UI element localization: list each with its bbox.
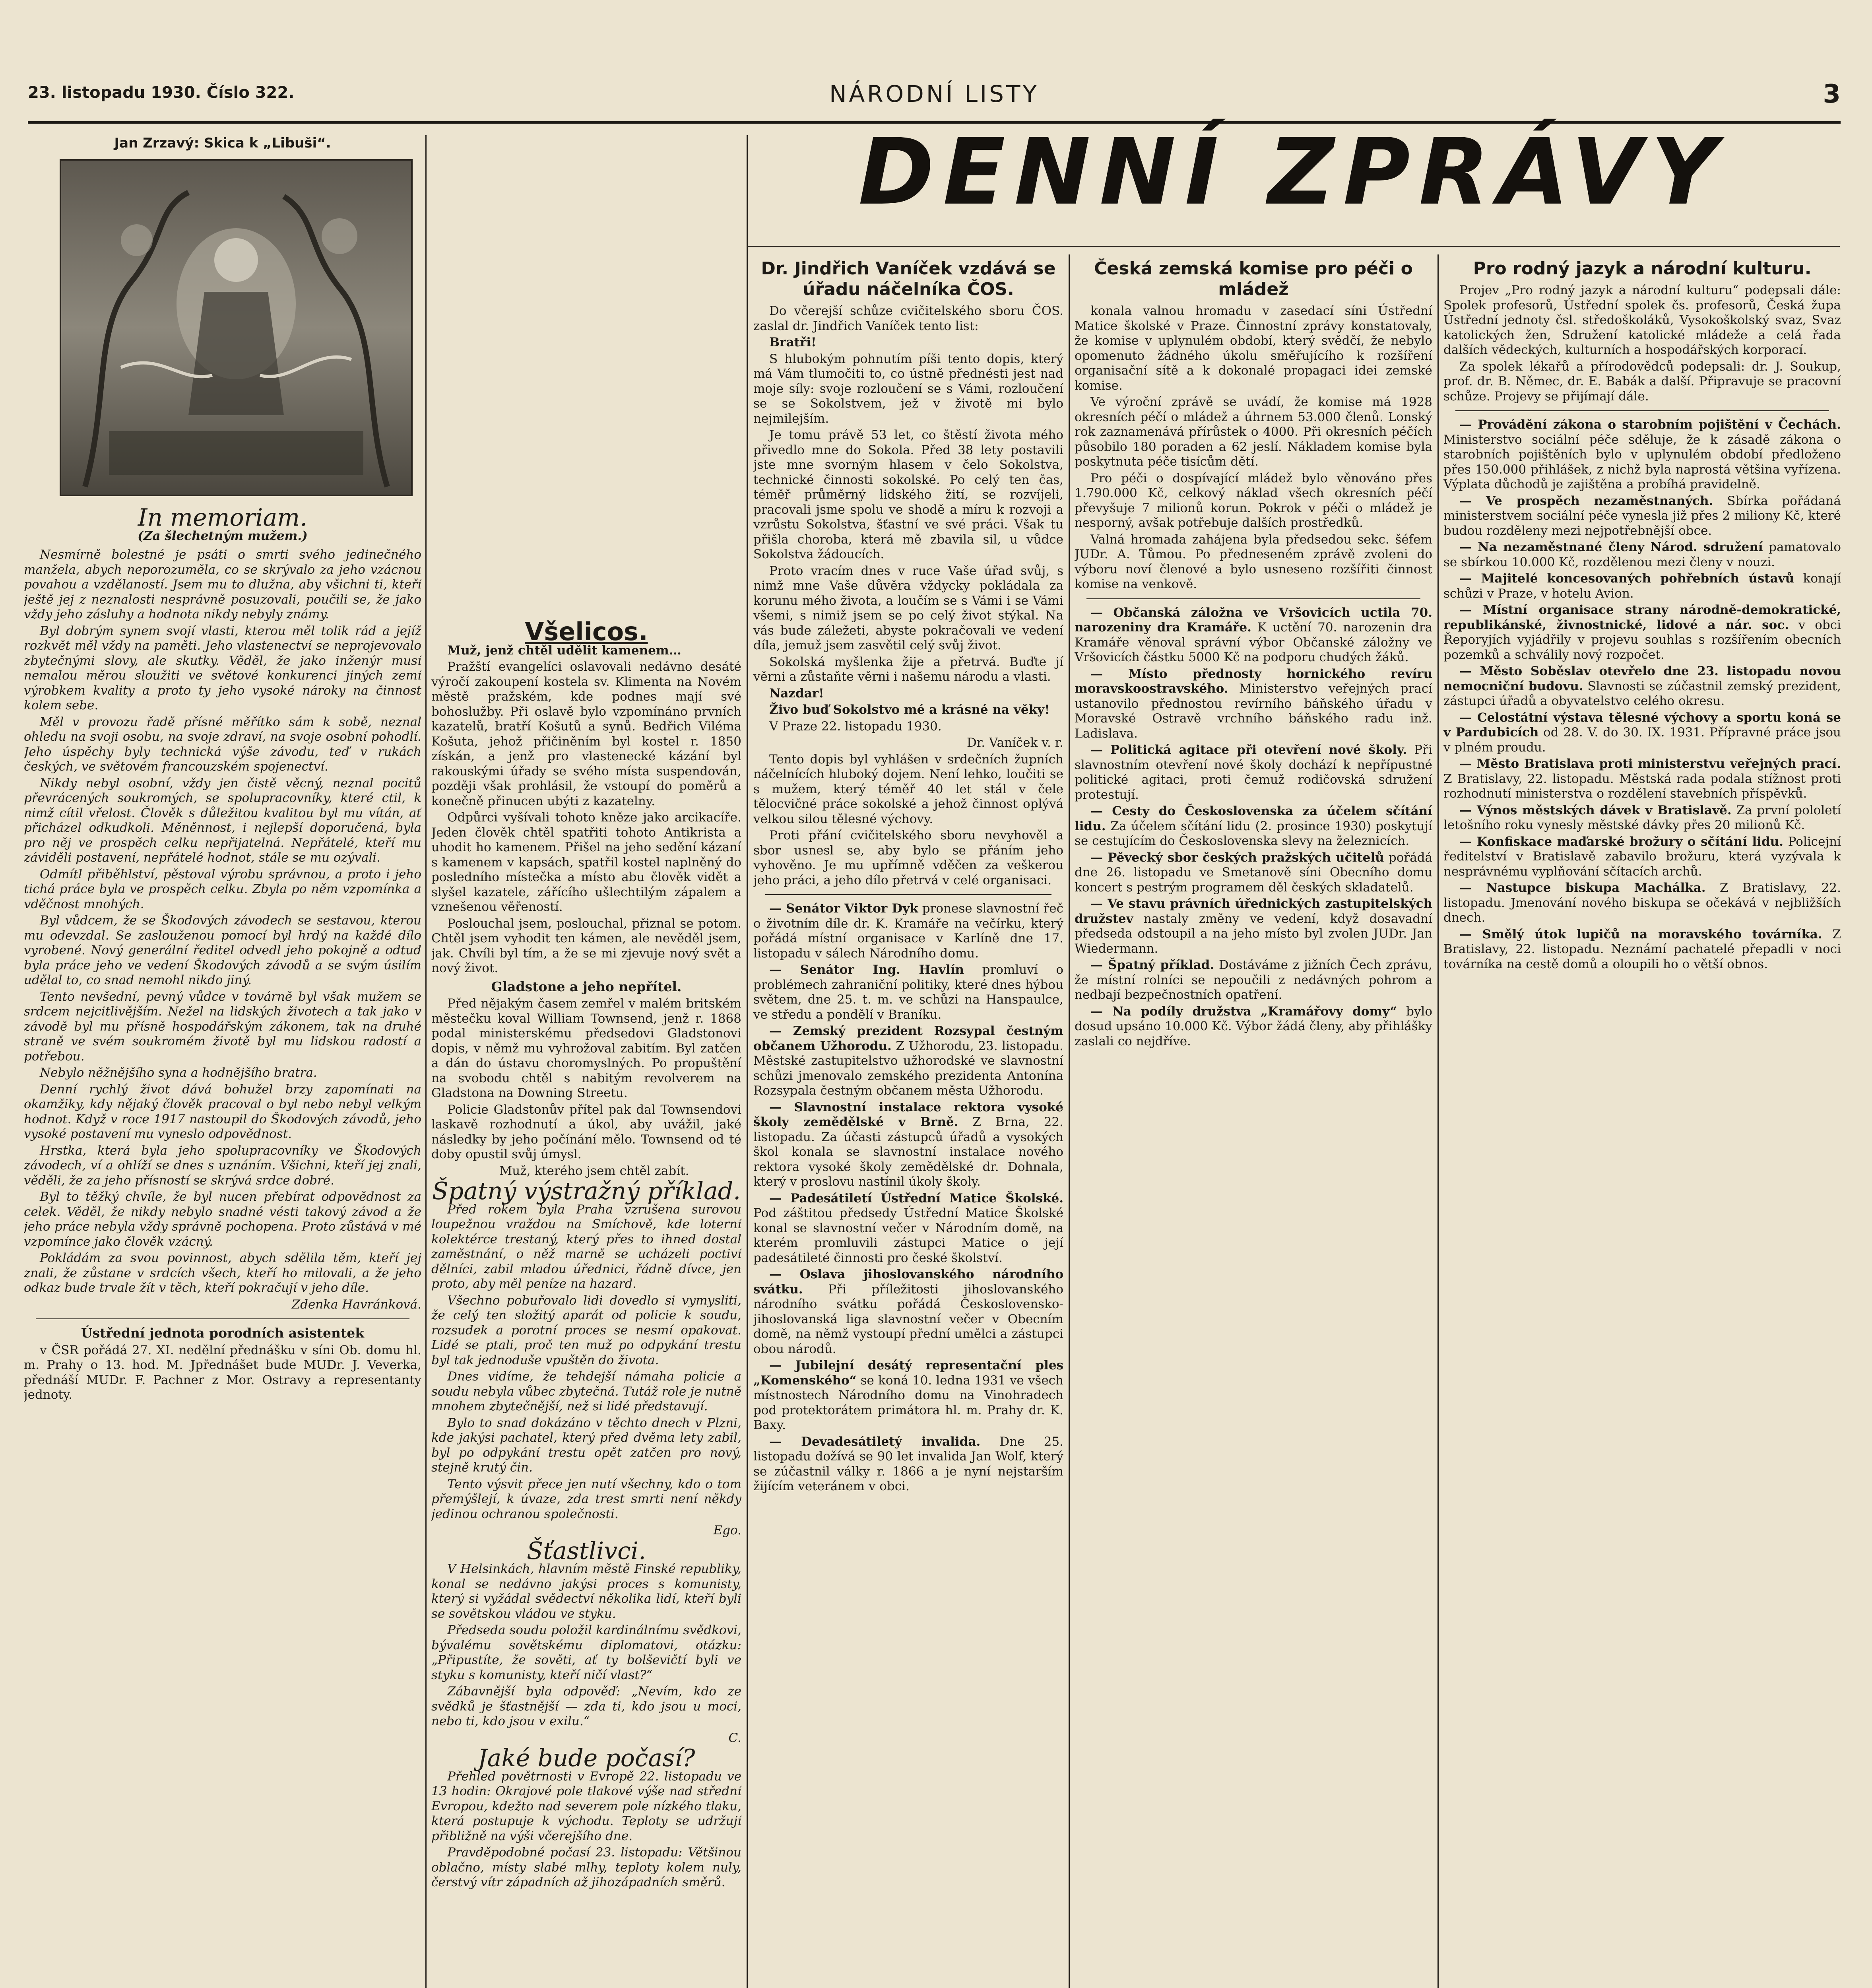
sketch-illustration (60, 159, 413, 496)
vselicos-paragraph: Muž, jenž chtěl udělit kamenem… (447, 643, 681, 658)
news-lead: — Ve stavu právních úřednických zastupitelských družstev (1075, 897, 1432, 926)
news-lead: — Na nezaměstnané členy Národ. sdružení (1459, 540, 1763, 554)
news-item (1443, 571, 1841, 601)
column-native-language (1443, 258, 1841, 1988)
news-text: Ministerstvo sociální péče sděluje, že k zásadě zákona o starobních pojištěních bylo v uplynulém období předloženo přes 150.000 přihlášek, z nichž byla naprostá většina vyřízena. Výplata důchodů je zajištěna a probíhá pravidelně. (1443, 432, 1841, 491)
vselicos-paragraph: Poslouchal jsem, poslouchal, přiznal se potom. Chtěl jsem vyhodit ten kámen, ale nevěděl jsem, jak. Chvíli byl tím, a že se mi zjevuje nový svět a nový život. (431, 916, 741, 975)
sokol-paragraph: Do včerejší schůze cvičitelského sboru ČOS. zaslal dr. Jindřich Vaníček tento list: (753, 304, 1063, 333)
news-lead: — Město Bratislava proti ministerstvu veřejných prací. (1459, 757, 1841, 771)
sketch-drawing (61, 161, 411, 495)
news-lead: — Devadesátiletý invalida. (769, 1434, 981, 1449)
news-text: Za účelem sčítání lidu (2. prosince 1930) poskytují se cestujícím do Československa slevy na železnicích. (1075, 819, 1432, 848)
column-sokol (753, 258, 1063, 1988)
image-caption: Jan Zrzavý: Skica k „Libuši“. (114, 135, 331, 151)
separator (1455, 410, 1829, 411)
lucky-paragraph: V Helsinkách, hlavním městě Finské republiky, konal se nedávno jakýsi proces s komunisty, který si vyžádal svědectví několika lidí, kteří byli se sovětskou vládou ve styku. (431, 1562, 741, 1621)
news-lead: — Senátor Ing. Havlín (769, 963, 964, 977)
news-item (1075, 804, 1432, 849)
memoriam-subtitle: (Za šlechetným mužem.) (138, 528, 308, 543)
youth-paragraph: Ve výroční zprávě se uvádí, že komise má 1928 okresních péčí o mládež a úhrnem 53.000 členů. Lonský rok zaznamenává přírůstek o 4000. Při okresních péčích působilo 180 poraden a 62 jeslí. Nákladem komise byla poskytnuta péče tisícům dětí. (1075, 395, 1432, 469)
warning-paragraph: Bylo to snad dokázáno v těchto dnech v Plzni, kde jakýsi pachatel, který před dvěma lety zabil, byl po odpykání trestu opět zatčen pro nový, stejně krutý čin. (431, 1415, 741, 1475)
news-text: pronese slavnostní řeč o životním díle dr. K. Kramáře na večírku, který pořádá místní organisace v Karlíně dne 17. listopadu v sálech Národního domu. (753, 901, 1063, 961)
memoriam-title: In memoriam. (138, 505, 308, 532)
memoriam-paragraph: Byl to těžký chvíle, že byl nucen přebírat odpovědnost za celek. Věděl, že nikdy nebylo snadné vésti takový závod a že jeho práce nebyla vždy správně pochopena. Proto zůstává v mé vzpomínce jako člověk vzácný. (24, 1190, 421, 1249)
memoriam-paragraph: Měl v provozu řadě přísné měřítko sám k sobě, neznal ohledu na svoji osobu, na svoje zdraví, na svoje osobní pohodlí. Jeho úspěchy byly technická výše závodu, teď v rukách českých, ve světovém francouzském spojenectví. (24, 714, 421, 774)
lucky-paragraph: Předseda soudu položil kardinálnímu svědkovi, bývalému sovětskému diplomatovi, otázku: „Připustíte, že sověti, ať ty bolševičtí byli ve styku s komunisty, kteří ničí vlast?“ (431, 1623, 741, 1682)
news-item (1443, 664, 1841, 709)
news-lead: — Oslava jihoslovanského národního svátku. (753, 1267, 1063, 1297)
separator (1086, 598, 1420, 599)
news-text: nastaly změny ve vedení, když dosavadní předseda odstoupil a na jeho místo byl zvolen JUDr. Jan Wiedermann. (1075, 911, 1432, 956)
memoriam-paragraph: Tento nevšední, pevný vůdce v továrně byl však mužem se srdcem nejcitlivějším. Nežel na lidských životech a tak jako v závodě byl mu přísně hospodářským zákonem, tak na druhé straně ve svém soukromém životě byl mu lidskou radostí a potřebou. (24, 989, 421, 1064)
warning-title: Špatný výstražný příklad. (432, 1177, 741, 1205)
warning-signature: Ego. (713, 1523, 741, 1538)
section-masthead: DENNÍ ZPRÁVY (858, 119, 1726, 225)
news-text: Z Bratislavy, 22. listopadu. Neznámí pachatelé přepadli v noci továrníka na cestě domů a oloupili ho o větší obnos. (1443, 927, 1841, 971)
news-item (753, 1435, 1063, 1494)
news-item (753, 963, 1063, 1022)
news-item (1075, 606, 1432, 665)
sokol-title: Dr. Jindřich Vaníček vzdává se úřadu náčelníka ČOS. (761, 258, 1056, 299)
news-text: Pod záštitou předsedy Ústřední Matice Školské konal se slavnostní večer v Národním domě, na kterém promluvili zástupci Matice o její padesátileté činnosti pro české školství. (753, 1206, 1063, 1265)
warning-paragraph: Tento výsvit přece jen nutí všechny, kdo o tom přemýšlejí, k úvaze, zda trest smrti není někdy jedinou ochranou společnosti. (431, 1477, 741, 1521)
news-item (1075, 958, 1432, 1003)
youth-paragraph: Valná hromada zahájena byla předsedou sekc. šéfem JUDr. A. Tůmou. Po předneseném zprávě zvoleni do výboru noví členové a bylo usneseno rozšířiti činnost komise na venkově. (1075, 532, 1432, 591)
news-item (1075, 743, 1432, 802)
news-lead: — Ve prospěch nezaměstnaných. (1459, 493, 1713, 508)
news-text: K uctění 70. narozenin dra Kramáře věnoval správní výbor Občanské záložny ve Vršovicích částku 5000 Kč na podporu chudých žáků. (1075, 620, 1432, 664)
news-text: Z Bratislavy, 22. listopadu. Městská rada podala stížnost proti rozhodnutí ministerstva o rozdělení stavebních příspěvků. (1443, 771, 1841, 801)
news-item (753, 901, 1063, 961)
news-item (1443, 494, 1841, 539)
bottom-notice-title: Ústřední jednota porodních asistentek (81, 1325, 365, 1341)
news-text: bylo dosud upsáno 10.000 Kč. Výbor žádá členy, aby přihlášky zaslali co nejdříve. (1075, 1004, 1432, 1048)
news-lead: — Slavnostní instalace rektora vysoké školy zemědělské v Brně. (753, 1100, 1063, 1129)
column-miscellany (431, 620, 741, 1988)
news-lead: — Politická agitace při otevření nové školy. (1090, 743, 1407, 757)
column-youth-commission (1075, 258, 1432, 1988)
youth-paragraph: konala valnou hromadu v zasedací síni Ústřední Matice školské v Praze. Činnostní zprávy konstatovaly, že komise v uplynulém období, který svědčí, že nebylo opomenuto žádného úkolu směřujícího k rozšíření organisační sítě a k dokonalé propagaci idei zemské komise. (1075, 304, 1432, 393)
news-text: Z Bratislavy, 22. listopadu. Jmenování nového biskupa se očekává v nejbližších dnech. (1443, 881, 1841, 925)
sokol-paragraph: Proto vracím dnes v ruce Vaše úřad svůj, s nimž mne Vaše důvěra vždycky pokládala za korunu mého života, a loučím se s Vámi i se Vámi všemi, s nimiž jsem se po celý život stýkal. Na vás bude záležeti, abyste pokračovali ve vedení díla, jemuž jsem zasvětil celý svůj život. (753, 563, 1063, 652)
vselicos-paragraph: Pražští evangelíci oslavovali nedávno desáté výročí zakoupení kostela sv. Klimenta na Novém městě pražském, kde podnes mají své bohoslužby. Při oslavě bylo vzpomínáno prvních kazatelů, bratří Košutů a synů. Bedřich Viléma Košuta, jehož přičiněním byl kostel r. 1850 získán, a jenž pro vlastenecké kázání byl rakouskými úřady se svého místa suspendován, později však prohlásil, že vstoupí do poměrů a konečně přinucen ubýti z kazatelny. (431, 660, 741, 808)
news-text: pamatovalo se sbírkou 10.000 Kč, rozdělenou mezi členy v nouzi. (1443, 540, 1841, 569)
separator (765, 894, 1051, 895)
news-item (1443, 927, 1841, 972)
separator (36, 1318, 409, 1319)
news-lead: — Smělý útok lupičů na moravského továrníka. (1459, 927, 1822, 942)
column-rule (1069, 254, 1070, 1988)
news-item (753, 1267, 1063, 1357)
column-rule (747, 135, 748, 1988)
news-text: Dostáváme z jižních Čech zprávu, že místní rolníci se nepoučili z nedávných pohrom a nedbají bezpečnostních opatření. (1075, 958, 1432, 1002)
news-lead: — Padesátiletí Ústřední Matice Školské. (769, 1191, 1063, 1206)
news-lead: — Cesty do Československa za účelem sčítání lidu. (1075, 804, 1432, 833)
memoriam-paragraph: Pokládám za svou povinnost, abych sdělila těm, kteří jej znali, že zůstane v srdcích všech, kteří ho milovali, a že jeho odkaz bude trvale žít v těch, kteří pokračují v jeho díle. (24, 1251, 421, 1295)
news-text: od 28. V. do 30. IX. 1931. Přípravné práce jsou v plném proudu. (1443, 725, 1841, 755)
news-lead: — Město Soběslav otevřelo dne 23. listopadu novou nemocniční budovu. (1443, 664, 1841, 693)
news-item (753, 1024, 1063, 1099)
weather-paragraph: Přehled povětrnosti v Evropě 22. listopadu ve 13 hodin: Okrajové pole tlakové výše nad střední Evropou, kdežto nad severem pole nízkého tlaku, která postupuje k východu. Teploty se udržují přibližně na výši včerejšího dne. (431, 1769, 741, 1843)
sokol-paragraph: Dr. Vaníček v. r. (966, 736, 1063, 750)
news-lead: — Celostátní výstava tělesné výchovy a sportu koná se v Pardubicích (1443, 710, 1841, 740)
gladstone-paragraph: Policie Gladstonův přítel pak dal Townsendovi laskavě rozhodnutí a úkol, aby uvážil, jaké následky by jeho počínání mělo. Townsend od té doby opustil svůj úmysl. (431, 1102, 741, 1161)
news-lead: — Místní organisace strany národně-demokratické, republikánské, živnostnické, lidové a nár. soc. (1443, 603, 1841, 632)
news-item (1443, 803, 1841, 833)
warning-paragraph: Všechno pobuřovalo lidi dovedlo si vymysliti, že celý ten složitý aparát od policie k soudu, rozsudek a porotní proces se nesmí opakovat. Lidé se ptali, proč ten muž po odpykání trestu byl tak jednoduše vpuštěn do života. (431, 1293, 741, 1367)
bottom-notice-text: v ČSR pořádá 27. XI. nedělní přednášku v síni Ob. domu hl. m. Prahy o 13. hod. M. Jpřednášet bude MUDr. J. Veverka, přednáší MUDr. F. Pachner z Mor. Ostravy a representanty jednoty. (24, 1343, 421, 1402)
news-text: Z Užhorodu, 23. listopadu. Městské zastupitelstvo užhorodské ve slavnostní schůzi jmenovalo zemského prezidenta Antonína Rozsypala čestným občanem města Užhorodu. (753, 1039, 1063, 1098)
lucky-signature: C. (728, 1730, 741, 1745)
weather-paragraph: Pravděpodobné počasí 23. listopadu: Většinou oblačno, místy slabé mlhy, teploty kolem nuly, čerstvý vítr západních až jihozápadních směrů. (431, 1845, 741, 1889)
news-lead: — Na podíly družstva „Kramářovy domy“ (1090, 1004, 1397, 1019)
vselicos-paragraph: Odpůrci vyšívali tohoto kněze jako arcikacíře. Jeden člověk chtěl spatřiti tohoto Antikrista a uhodit ho kamenem. Přišel na jeho sedění kázaní s kamenem v kapsách, spatřil kostel naplněný do posledního místečka a místo abu člověk vidět a slyšel kazatele, zářícího ušlechtilým zápalem a vznešenou věřeností. (431, 810, 741, 914)
news-item (1443, 881, 1841, 926)
memoriam-paragraph: Denní rychlý život dává bohužel brzy zapomínati na okamžiky, kdy nějaký člověk pracoval o byl nebo nebyl velkým hodnot. Když v roce 1917 nastoupil do Škodových závodů, jeho vysoké postavení mu vyneslo odpovědnost. (24, 1082, 421, 1141)
native-language-paragraph: Za spolek lékařů a přírodovědců podepsali: dr. J. Soukup, prof. dr. B. Němec, dr. E. Babák a další. Připravuje se pracovní schůze. Projevy se přijímají dále. (1443, 359, 1841, 404)
news-item (753, 1100, 1063, 1190)
memoriam-paragraph: Odmítl přiběhlství, pěstoval výrobu správnou, a proto i jeho tichá práce byla ve prospěch celku. Zbyla po něm vzpomínka a vděčnost mnohých. (24, 867, 421, 911)
memoriam-paragraph: Nikdy nebyl osobní, vždy jen čistě věcný, neznal pocitů převrácených soukromých, se spolupracovníky, které ctil, k nimž cítil vřelost. Člověk s důležitou kvalitou byl mu vítán, ať přicházel odkudkoli. Měněnnost, i nejlepší doporučená, byla pro něj ve prospěch celku nepřijatelná. Nepřátelé, kteří mu záviděli postavení, nepřátelé hodnot, stále se mu ozývali. (24, 776, 421, 865)
memoriam-signature: Zdenka Havránková. (291, 1297, 421, 1312)
native-language-paragraph: Projev „Pro rodný jazyk a národní kulturu“ podepsali dále: Spolek profesorů, Ústřední spolek čs. profesorů, Česká župa Ústřední jednoty čsl. středoškoláků, Vysokoškolský svaz, Svaz katolických žen, Sdružení katolické mládeže a celá řada dalších vědeckých, kulturních a hospodářských korporací. (1443, 283, 1841, 357)
news-text: promluví o problémech zahraniční politiky, které dnes hýbou světem, dne 25. t. m. ve schůzi na Hanspaulce, ve středu a pondělí v Braníku. (753, 963, 1063, 1022)
news-text: Sbírka pořádaná ministerstvem sociální péče vynesla již přes 2 miliony Kč, které budou rozděleny mezi nejpotřebnější obce. (1443, 493, 1841, 538)
column-rule (1437, 254, 1439, 1988)
memoriam-paragraph: Byl vůdcem, že se Škodových závodech se sestavou, kterou mu odevzdal. Se zaslouženou pomocí byl hrdý na každé dílo vyrobené. Nový generální ředitel odvedl jeho pokojně a odtud byla práce jeho ve vedení Škodových závodů a se svým úsilím udělal to, co snad nemohl nikdo jiný. (24, 913, 421, 987)
gladstone-title: Gladstone a jeho nepřítel. (491, 978, 682, 994)
sokol-paragraph: Tento dopis byl vyhlášen v srdečních župních náčelnících hluboký dojem. Není lehko, loučiti se s mužem, který téměř 40 let stál v čele tělocvičné práce sokolské a jehož činnost oplývá velkou silou tělesné výchovy. (753, 752, 1063, 826)
memoriam-paragraph: Nesmírně bolestné je psáti o smrti svého jedinečného manžela, abych neporozuměla, co se skrývalo za jeho vzácnou povahou a vzdělaností. Jsem mu to dlužna, aby všichni ti, kteří ještě jej z neznalosti nesprávně posuzovali, poučili se, že jako vždy jeho zásluhy a hodnota nikdy nebyly známy. (24, 547, 421, 621)
sokol-paragraph: Proti přání cvičitelského sboru nevyhověl a sbor usnesl se, aby bylo se přáním jeho vyhověno. Je mu upřímně vděčen za veškerou jeho práci, a jeho dílo přetrvá v celé organisaci. (753, 828, 1063, 887)
news-text: Při slavnostním otevření nové školy dochází k nepřípustné politické agitaci, proti čemuž rodičovská sdružení protestují. (1075, 743, 1432, 802)
news-lead: — Nastupce biskupa Machálka. (1459, 881, 1706, 895)
sokol-paragraph: Je tomu právě 53 let, co štěstí života mého přivedlo mne do Sokola. Před 38 lety postavili jste mne svorným hlasem v čelo Sokolstva, technické činnosti sokolské. Po celý ten čas, téměř průměrný lidského žití, se rozvíjeli, pracovali jsme spolu ve shodě a míru k rozvoji a vzrůstu Sokolstva, šťastní ve své práci. Však tu přišla choroba, která mě zbavila sil, u vůdce Sokolstva žádoucích. (753, 428, 1063, 561)
column-rule (425, 135, 427, 1988)
header-page-number: 3 (1823, 80, 1841, 109)
news-item (1443, 835, 1841, 879)
news-item (753, 1191, 1063, 1266)
news-item (1075, 897, 1432, 956)
news-text: Dne 25. listopadu dožívá se 90 let invalida Jan Wolf, který se zúčastnil války r. 1866 a je nyní nejstarším žijícím veteránem v obci. (753, 1434, 1063, 1493)
memoriam-paragraph: Hrstka, která byla jeho spolupracovníky ve Škodových závodech, ví a ohlíží se dnes s uznáním. Všichni, kteří jej znali, věděli, že za jeho přísností se skrývá srdce dobré. (24, 1143, 421, 1188)
news-item (1443, 417, 1841, 492)
news-item (1443, 711, 1841, 755)
sokol-paragraph: Sokolská myšlenka žije a přetrvá. Buďte jí věrni a zůstaňte věrni i našemu národu a vlasti. (753, 654, 1063, 684)
news-lead: — Majitelé koncesovaných pohřebních ústavů (1459, 571, 1794, 586)
lucky-title: Šťastlivci. (526, 1537, 646, 1565)
header-masthead-name: NÁRODNÍ LISTY (829, 80, 1039, 107)
sokol-paragraph: V Praze 22. listopadu 1930. (769, 719, 942, 734)
news-lead: — Jubilejní desátý representační ples „Komenského“ (753, 1358, 1063, 1388)
news-text: v obci Řeporyjích vyjádřily v projevu souhlas s rozšířením obecních pozemků a schválily nový rozpočet. (1443, 617, 1841, 662)
news-text: Ministerstvo veřejných prací ustanovilo přednostou revírního báňského úřadu v Moravské Ostravě vrchního báňského radu inž. Ladislava. (1075, 681, 1432, 741)
column-memoriam (24, 505, 421, 1988)
lucky-paragraph: Zábavnější byla odpověď: „Nevím, kdo ze svědků je šťastnější — zda ti, kdo jsou u moci, nebo ti, kdo jsou v exilu.“ (431, 1684, 741, 1728)
vselicos-heading: Všelicos. (525, 620, 648, 646)
news-text: Slavnosti se zúčastnil zemský prezident, zástupci úřadů a obyvatelstvo celého okresu. (1443, 679, 1841, 708)
memoriam-paragraph: Byl dobrým synem svojí vlasti, kterou měl tolik rád a jejíž rozkvět měl vždy na paměti. Jeho vlastenectví se neprojevovalo zbytečnými slovy, ale skutky. Věděl, že jako inženýr musí nemalou měrou sloužiti ve světové konkurenci jiných zemí výrobkem kvality a proto ty jeho vysoké nároky na činnost kolem sebe. (24, 623, 421, 712)
news-text: Policejní ředitelství v Bratislavě zabavilo brožuru, která vyzývala k nesprávnému vyplňování sčítacích archů. (1443, 834, 1841, 879)
news-lead: — Špatný příklad. (1090, 958, 1214, 972)
news-lead: — Provádění zákona o starobním pojištění v Čechách. (1459, 417, 1841, 432)
news-item (1075, 850, 1432, 895)
news-text: Z Brna, 22. listopadu. Za účasti zástupců úřadů a vysokých škol konala se slavnostní instalace nového rektora vysoké školy zemědělské dr. Dohnala, který v proslovu nastínil úkoly školy. (753, 1115, 1063, 1189)
news-item (753, 1358, 1063, 1433)
gladstone-paragraph: Muž, kterého jsem chtěl zabít. (499, 1163, 689, 1178)
news-lead: — Konfiskace maďarské brožury o sčítání lidu. (1459, 834, 1784, 849)
news-text: konají schůzi v Praze, v hotelu Avion. (1443, 571, 1841, 601)
news-text: se koná 10. ledna 1931 ve všech místnostech Národního domu na Vinohradech pod protektorátem primátora hl. m. Prahy dr. K. Baxy. (753, 1373, 1063, 1432)
news-text: Při příležitosti jihoslovanského národního svátku pořádá Československo-jihoslovanská liga slavnostní večer v Obecním domě, na němž vystoupí přední umělci a zástupci obou národů. (753, 1282, 1063, 1356)
news-lead: — Pěvecký sbor českých pražských učitelů (1090, 850, 1384, 865)
sokol-paragraph: Nazdar! (769, 686, 824, 701)
sokol-paragraph: S hlubokým pohnutím píši tento dopis, který má Vám tlumočiti to, co ústně přednésti jest nad moje síly: svoje rozloučení se s Vámi, rozloučení se se Sokolstvem, jež v životě mi bylo nejmilejším. (753, 351, 1063, 426)
news-item (1443, 540, 1841, 570)
warning-paragraph: Před rokem byla Praha vzrušena surovou loupežnou vraždou na Smíchově, kde loterní kolektérce trestaný, který přes to ihned dostal zaměstnání, o něž marně se ucházeli poctiví dělníci, zabil mladou úřednici, řádně dívce, jen proto, aby měl peníze na hazard. (431, 1202, 741, 1291)
memoriam-paragraph: Nebylo něžnějšího syna a hodnějšího bratra. (40, 1066, 317, 1080)
native-language-title: Pro rodný jazyk a národní kulturu. (1473, 258, 1812, 279)
news-text: pořádá dne 26. listopadu ve Smetanově síni Obecního domu koncert s pestrým programem děl českých skladatelů. (1075, 850, 1432, 895)
news-lead: — Občanská záložna ve Vršovicích uctila 70. narozeniny dra Kramáře. (1075, 605, 1432, 635)
news-item (1443, 757, 1841, 802)
news-lead: — Místo přednosty hornického revíru moravskoostravského. (1075, 666, 1432, 696)
news-text: Za první pololetí letošního roku vynesly městské dávky přes 20 milionů Kč. (1443, 803, 1841, 832)
page-header (28, 80, 1841, 119)
youth-paragraph: Pro péči o dospívající mládež bylo věnováno přes 1.790.000 Kč, celkový náklad všech okresních péčí převyšuje 7 milionů korun. Pokrok v péči o mládež je nesporný, avšak potřebuje dalších prostředků. (1075, 471, 1432, 530)
news-lead: — Zemský prezident Rozsypal čestným občanem Užhorodu. (753, 1024, 1063, 1053)
news-item (1075, 667, 1432, 742)
gladstone-paragraph: Před nějakým časem zemřel v malém britském městečku koval William Townsend, jenž r. 1868 podal ministerskému předsedovi Gladstonovi dopis, v němž mu vyhrožoval zabitím. Byl zatčen a dán do ústavu choromyslných. Po propuštění na svobodu chtěl s nabitým revolverem na Gladstona na Downing Streetu. (431, 996, 741, 1100)
weather-title: Jaké bude počasí? (477, 1744, 695, 1772)
sokol-paragraph: Živo buď Sokolstvo mé a krásné na věky! (769, 703, 1050, 717)
news-item (1075, 1004, 1432, 1049)
masthead-rule (747, 246, 1840, 247)
youth-commission-title: Česká zemská komise pro péči o mládež (1094, 258, 1413, 299)
news-lead: — Výnos městských dávek v Bratislavě. (1459, 803, 1732, 817)
news-item (1443, 603, 1841, 662)
warning-paragraph: Dnes vidíme, že tehdejší námaha policie a soudu nebyla vůbec zbytečná. Tutáž role je nutně mnohem zbytečnější, než si lidé představují. (431, 1369, 741, 1413)
news-lead: — Senátor Viktor Dyk (769, 901, 918, 916)
header-date-issue: 23. listopadu 1930. Číslo 322. (28, 83, 295, 102)
sokol-paragraph: Bratři! (769, 335, 817, 349)
